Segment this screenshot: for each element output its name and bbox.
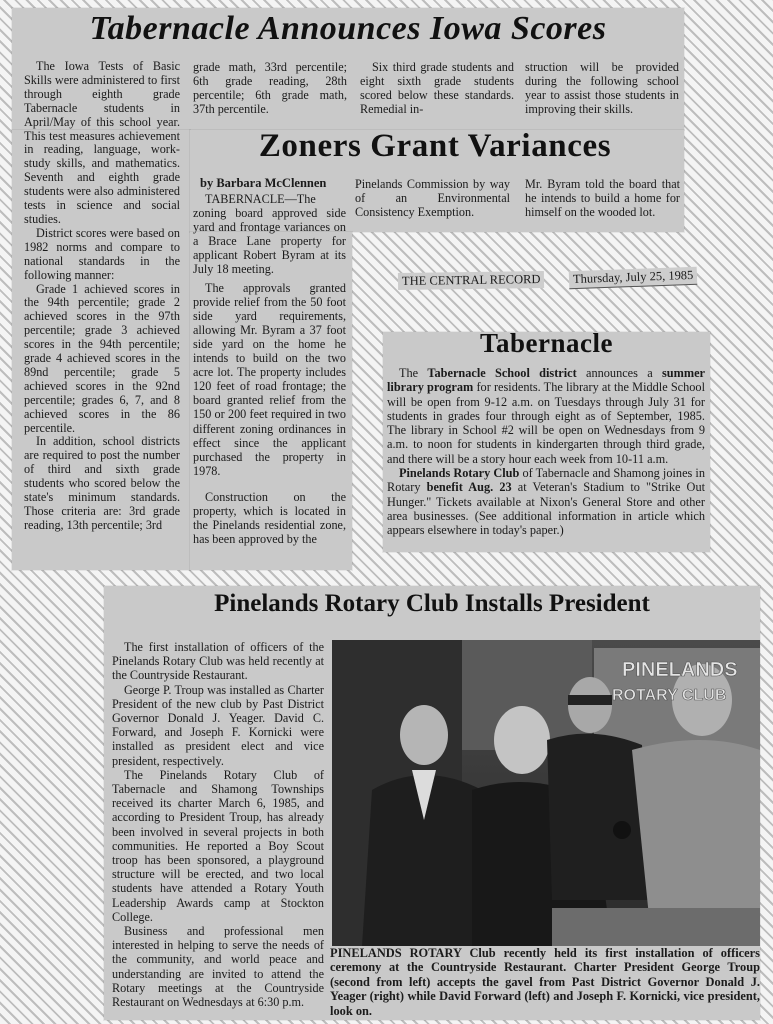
iowa-col4-text: struction will be provided during the following school year to assist those students in improving their skills. [525,60,679,117]
photo-illustration [332,640,760,946]
tabernacle-brief-headline: Tabernacle [480,328,613,358]
text-run: of Tabernacle and Shamong joines in Rotary [387,466,705,495]
zoners-byline: by Barbara McClennen [200,176,327,190]
rotary-paragraph: The Pinelands Rotary Club of Tabernacle and Shamong Townships received its charter March 6, 1985, and according to President Troup, has already been involved in several projects in both communities. He reported a Boy Scout troop has been sponsored, a playground structure will be erected, and two local students have attended a Rotary Youth Leadership Awards camp at Stockton College. [112,767,324,924]
iowa-headline: Tabernacle Announces Iowa Scores [89,10,607,47]
iowa-col3-text: Six third grade students and eight sixth grade students scored below these standards. Remedial in- [360,60,514,117]
zoners-col3-text: Mr. Byram told the board that he intends to build a home for himself on the wooded lot. [525,177,680,220]
banner-text-line2: ROTARY CLUB [612,687,727,704]
gavel [613,821,631,839]
iowa-column-4 [525,60,679,116]
rotary-benefit-paragraph [387,466,705,537]
person-3-sunglasses [568,695,612,705]
text-run: for residents. The library at the Middle School will be open from 9-12 a.m. on Tuesdays through July 31 for students in grades four through eight as of September, 1985. The library in School #2 will be open on Wednesdays from 9 a.m. to noon for students in kindergarten through third grade, and there will be a story hour each week from 10-11 a.m. [387,380,705,466]
podium [552,908,760,946]
photo-caption: PINELANDS ROTARY Club recently held its first installation of officers ceremony at the Countryside Restaurant. Charter President George Troup (second from left) accepts the gavel from Past District Governor Donald J. Yeager (right) while David Forward (left) and Joseph F. Kornicki, vice president, look on. [330,946,760,1018]
zoners-paragraph: Construction on the property, which is located in the Pinelands residential zone, has been approved by the [193,489,346,547]
zoners-column-3 [525,177,680,219]
rotary-paragraph: The first installation of officers of the Pinelands Rotary Club was held recently at the Countryside Restaurant. [112,640,324,683]
iowa-paragraph: In addition, school districts are required to post the number of third and sixth grade students who scored below the state's minimum standards. Those criteria are: 3rd grade reading, 13th percentile; 3rd [24,434,180,532]
zoners-column-2 [355,177,510,219]
publication-date: Thursday, July 25, 1985 [569,267,698,289]
person-2-head [494,706,550,774]
iowa-col2-text: grade math, 33rd percentile; 6th grade reading, 28th percentile; 6th grade math, 37th percentile. [193,60,347,117]
bold-run: Tabernacle School district [427,366,577,380]
library-paragraph [387,366,705,466]
bold-run: summer library program [387,366,705,395]
newspaper-name: THE CENTRAL RECORD [398,271,545,290]
iowa-column-2 [193,60,347,116]
zoners-headline: Zoners Grant Variances [258,128,612,164]
text-run: The [399,366,428,380]
zoners-col2-text: Pinelands Commission by way of an Environmental Consistency Exemption. [355,177,510,220]
iowa-paragraph: District scores were based on 1982 norms and compare to national standards in the following manner: [24,225,180,282]
rotary-paragraph: Business and professional men interested in helping to serve the needs of the community, and world peace and understanding are invited to attend the Rotary meetings at the Countryside Restaurant on Wednesdays at 6:30 p.m. [112,924,324,1010]
zoners-paragraph: The approvals granted provide relief from the 50 foot side yard requirements, allowing Mr. Byram a 37 foot side yard on the home he intends to build on the two acre lot. The property includes 120 feet of road frontage; the board granted relief from the 150 or 200 feet required in two different zoning ordinances in effect since the applicant purchased the property in 1978. [193,280,346,478]
zoners-paragraph: TABERNACLE—The zoning board approved side yard and frontage variances on a Brace Lane property for applicant Robert Byram at its July 18 meeting. [193,192,346,277]
zoners-column-1 [193,192,346,546]
iowa-paragraph: Grade 1 achieved scores in the 94th percentile; grade 2 achieved scores in the 97th percentile; grade 3 achieved scores in the 94th percentile; grade 4 achieved scores in the 89nd percentile; grade 5 achieved scores in the 92nd percentile; grades 6, 7, and 8 achieved scores in the 86 percentile. [24,281,180,435]
bold-run: Pinelands Rotary Club [399,466,520,481]
rotary-headline: Pinelands Rotary Club Installs President [214,590,650,617]
iowa-column-1 [24,60,180,533]
rotary-officers-photo [332,640,760,946]
banner-text-line1: PINELANDS [622,659,738,681]
rotary-paragraph: George P. Troup was installed as Charter President of the new club by Past District Governor Donald J. Yeager. David C. Forward, and Joseph F. Kornicki were installed as president elect and vice president, respectively. [112,682,324,768]
iowa-column-3 [360,60,514,116]
rotary-body [112,640,324,1009]
text-run: at Veteran's Stadium to "Strike Out Hunger." Tickets available at Nixon's General Store and other area businesses. (See additional information in article which appears elsewhere in today's paper.) [387,480,706,538]
bold-run: benefit Aug. 23 [426,480,512,495]
tabernacle-brief-body [387,366,705,538]
person-1-head [400,705,448,765]
iowa-paragraph: The Iowa Tests of Basic Skills were administered to first through eighth grade Tabernacle students in April/May of this school year. This test measures achievement in reading, language, work-study skills, and mathematics. Seventh and eighth grade students were also administered tests in science and social studies. [24,59,180,226]
text-run: announces a [576,366,662,380]
